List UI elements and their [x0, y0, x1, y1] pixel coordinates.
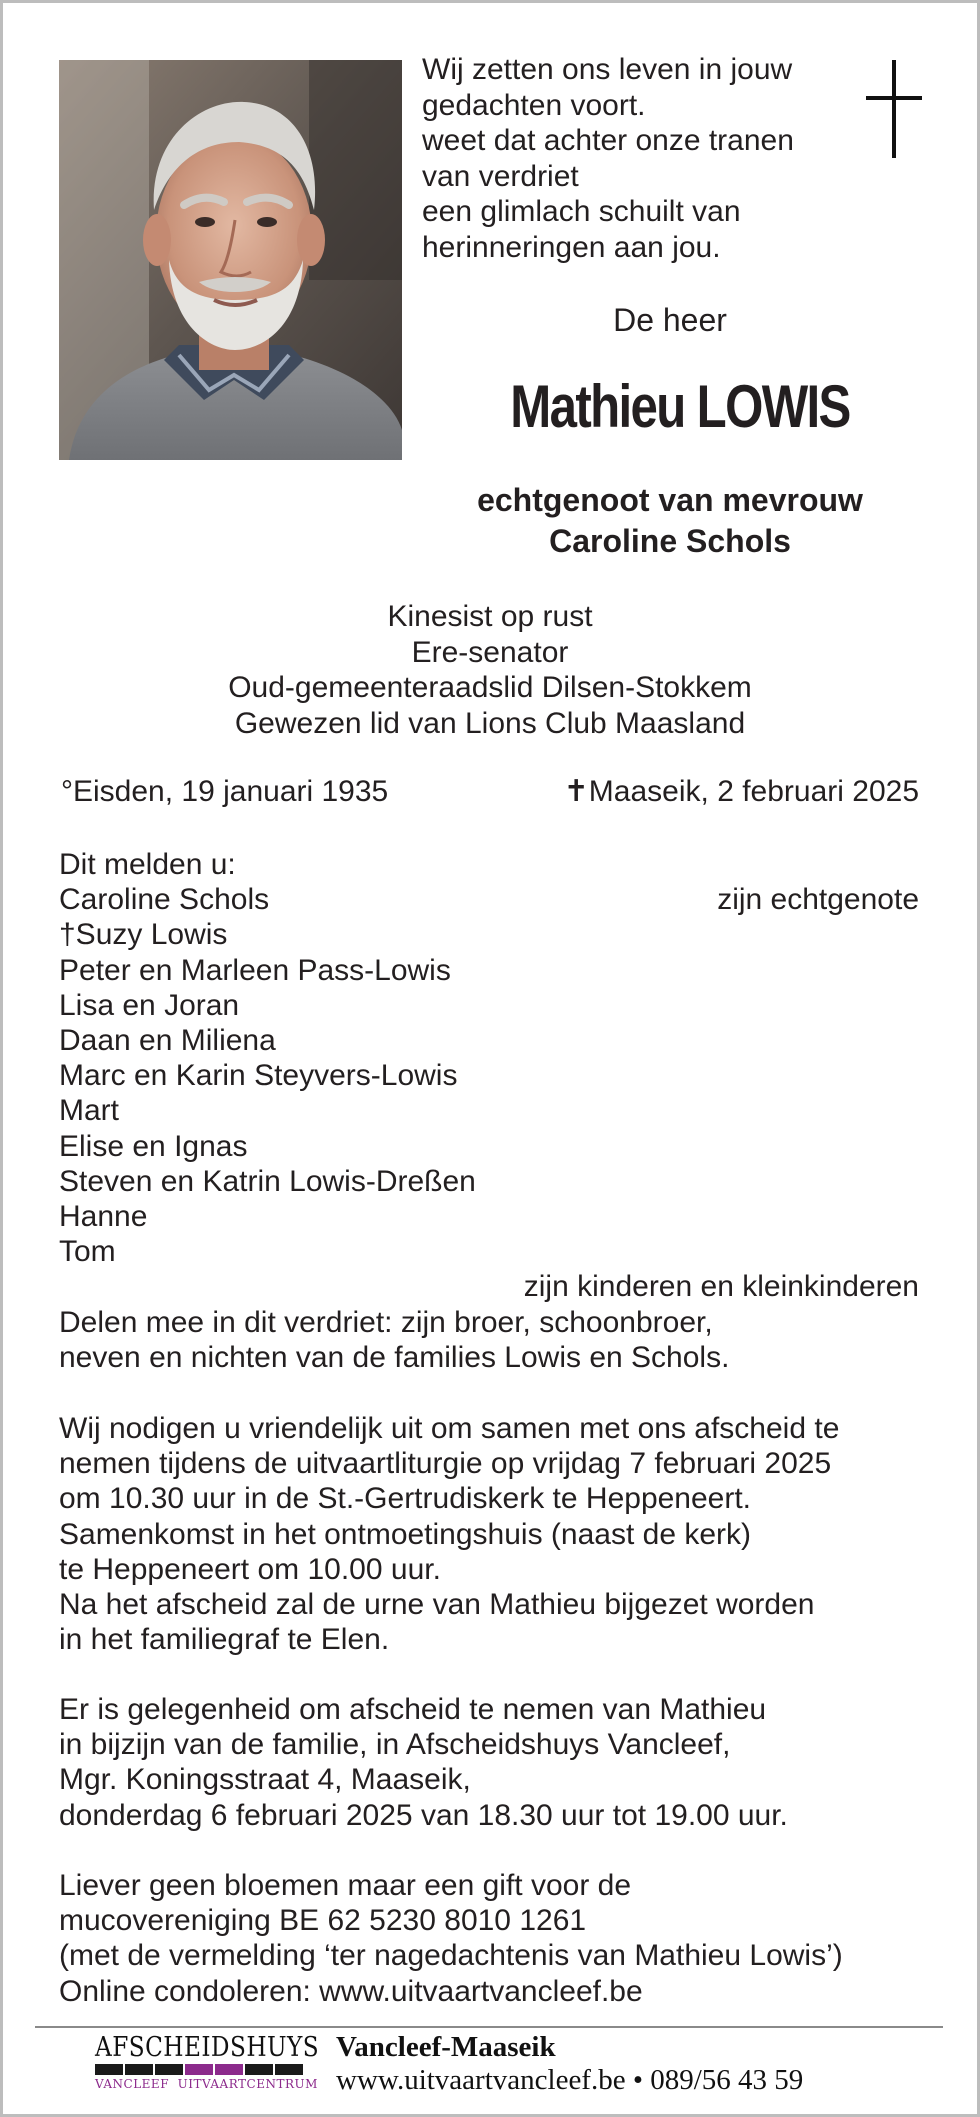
logo-bar — [95, 2064, 307, 2075]
footer-divider — [35, 2026, 943, 2028]
footer-contact[interactable]: www.uitvaartvancleef.be • 089/56 43 59 — [336, 2064, 804, 2096]
logo-sub-right: UITVAARTCENTRUM — [177, 2077, 318, 2091]
donation-line: Liever geen bloemen maar een gift voor de — [59, 1869, 632, 1902]
funeral-line: in het familiegraf te Elen. — [59, 1623, 390, 1657]
funeral-line: Wij nodigen u vriendelijk uit om samen met ons afscheid te — [59, 1412, 840, 1445]
family-member: Lisa en Joran — [59, 988, 240, 1022]
family-member: Marc en Karin Steyvers-Lowis — [59, 1059, 458, 1093]
logo-wordmark: AFSCHEIDSHUYS — [95, 2032, 320, 2063]
funeral-info — [59, 1411, 919, 1657]
donation-info — [59, 1868, 919, 2009]
announcement — [59, 847, 919, 1375]
logo-subtitle — [95, 2077, 318, 2091]
portrait-photo — [59, 60, 402, 460]
spouse-row — [59, 882, 919, 917]
birth-date: °Eisden, 19 januari 1935 — [61, 775, 389, 808]
role-item: Kinesist op rust — [387, 600, 593, 633]
poem-line: weet dat achter onze tranen — [422, 124, 794, 157]
donation-line: mucovereniging BE 62 5230 8010 1261 — [59, 1904, 587, 1938]
poem-line: Wij zetten ons leven in jouw — [422, 53, 793, 86]
funeral-line: om 10.30 uur in de St.-Gertrudiskerk te Heppeneert. — [59, 1482, 752, 1516]
poem-line: een glimlach schuilt van — [422, 195, 741, 228]
poem-line: van verdriet — [422, 159, 579, 193]
role-item: Gewezen lid van Lions Club Maasland — [234, 706, 746, 740]
deceased-name: Mathieu LOWIS — [510, 373, 850, 440]
family-member: †Suzy Lowis — [59, 918, 228, 952]
spouse-name: Caroline Schols — [59, 883, 270, 917]
announce-intro: Dit melden u: — [59, 848, 236, 881]
afscheidshuys-logo — [95, 2032, 320, 2096]
visitation-line: Mgr. Koningsstraat 4, Maaseik, — [59, 1763, 471, 1797]
death-date: ✝Maaseik, 2 februari 2025 — [563, 775, 919, 808]
poem-line: gedachten voort. — [422, 88, 646, 122]
spouse-line-2: Caroline Schols — [549, 523, 791, 559]
visitation-line: donderdag 6 februari 2025 van 18.30 uur tot 19.00 uur. — [59, 1798, 788, 1832]
family-relation: zijn kinderen en kleinkinderen — [523, 1270, 919, 1304]
roles — [0, 599, 980, 741]
funeral-line: Na het afscheid zal de urne van Mathieu bijgezet worden — [59, 1588, 815, 1622]
role-item: Ere-senator — [411, 635, 569, 669]
footer-info — [336, 2031, 936, 2097]
spouse-relation: zijn echtgenote — [717, 883, 919, 917]
family-member: Daan en Miliena — [59, 1024, 276, 1058]
family-member: Steven en Katrin Lowis-Dreßen — [59, 1164, 476, 1198]
family-member: Elise en Ignas — [59, 1129, 248, 1163]
family-member: Mart — [59, 1094, 119, 1128]
family-member: Peter en Marleen Pass-Lowis — [59, 953, 451, 987]
condolence-link[interactable]: Online condoleren: www.uitvaartvancleef.be — [59, 1974, 643, 2008]
funeral-line: te Heppeneert om 10.00 uur. — [59, 1552, 441, 1586]
funeral-line: nemen tijdens de uitvaartliturgie op vrijdag 7 februari 2025 — [59, 1447, 832, 1481]
visitation-line: in bijzijn van de familie, in Afscheidshuys Vancleef, — [59, 1728, 731, 1762]
visitation-line: Er is gelegenheid om afscheid te nemen van Mathieu — [59, 1693, 767, 1726]
family-member: Hanne — [59, 1200, 148, 1234]
donation-line: (met de vermelding ‘ter nagedachtenis van Mathieu Lowis’) — [59, 1939, 843, 1973]
visitation-info — [59, 1692, 919, 1833]
spouse-line — [420, 480, 920, 562]
poem — [422, 52, 842, 265]
cross-icon — [866, 60, 922, 160]
role-item: Oud-gemeenteraadslid Dilsen-Stokkem — [228, 671, 752, 704]
spouse-line-1: echtgenoot van mevrouw — [477, 482, 863, 518]
footer-title: Vancleef-Maaseik — [336, 2031, 556, 2063]
poem-line: herinneringen aan jou. — [422, 230, 721, 264]
funeral-line: Samenkomst in het ontmoetingshuis (naast de kerk) — [59, 1517, 752, 1551]
logo-sub-left: VANCLEEF — [95, 2077, 170, 2091]
share-line: Delen mee in dit verdriet: zijn broer, schoonbroer, — [59, 1305, 713, 1339]
share-line: neven en nichten van de families Lowis en Schols. — [59, 1340, 730, 1374]
salutation: De heer — [613, 302, 727, 338]
family-member: Tom — [59, 1235, 116, 1269]
